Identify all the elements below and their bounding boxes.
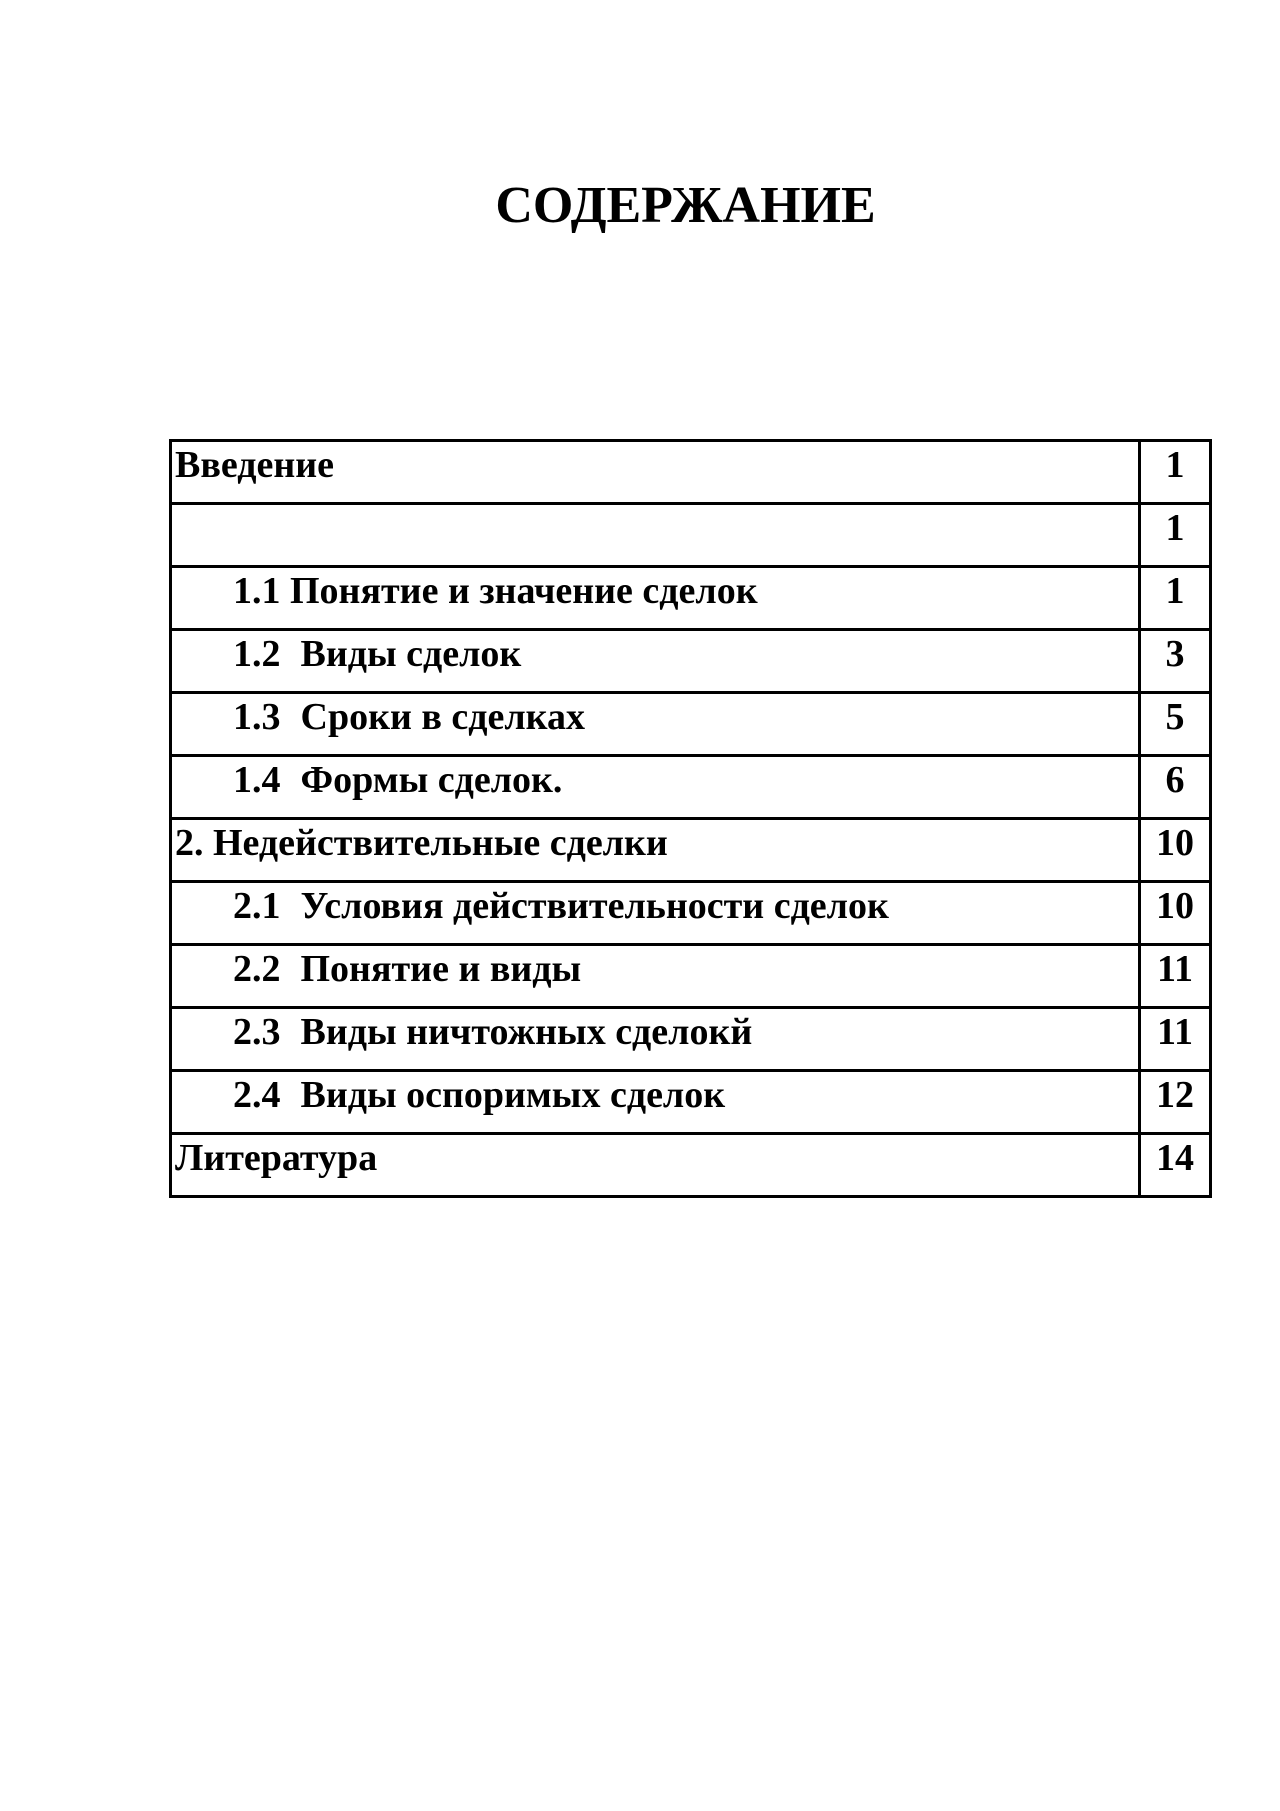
- toc-row-2-1: [171, 882, 1211, 945]
- toc-entry-number: 1.3: [233, 696, 281, 738]
- toc-entry-page: 11: [1140, 1008, 1211, 1071]
- toc-row-2-2: [171, 945, 1211, 1008]
- table-of-contents: [169, 439, 1212, 1198]
- toc-entry-number: 2.1: [233, 885, 281, 927]
- toc-entry-number: 2.: [175, 822, 204, 864]
- toc-entry-page: 3: [1140, 630, 1211, 693]
- toc-entry-title: [171, 945, 1140, 1008]
- toc-entry-title: [171, 693, 1140, 756]
- toc-entry-number: 2.2: [233, 948, 281, 990]
- toc-entry-number: 1.2: [233, 633, 281, 675]
- toc-entry-page: 10: [1140, 882, 1211, 945]
- toc-entry-page: 1: [1140, 504, 1211, 567]
- toc-row-2: [171, 819, 1211, 882]
- toc-entry-page: 5: [1140, 693, 1211, 756]
- toc-row-introduction: [171, 441, 1211, 504]
- toc-entry-page: 11: [1140, 945, 1211, 1008]
- toc-entry-title: [171, 1134, 1140, 1197]
- toc-row-blank: [171, 504, 1211, 567]
- toc-entry-text: Виды ничтожных сделокй: [300, 1011, 753, 1053]
- toc-entry-page: 6: [1140, 756, 1211, 819]
- toc-entry-title: [171, 819, 1140, 882]
- toc-entry-text: Введение: [175, 444, 334, 486]
- toc-entry-number: 2.3: [233, 1011, 281, 1053]
- toc-entry-text: Понятие и виды: [300, 948, 582, 990]
- toc-entry-page: 12: [1140, 1071, 1211, 1134]
- toc-entry-title: [171, 1008, 1140, 1071]
- toc-entry-page: 10: [1140, 819, 1211, 882]
- toc-entry-number: 1.4: [233, 759, 281, 801]
- toc-entry-title: [171, 1071, 1140, 1134]
- toc-entry-number: 2.4: [233, 1074, 281, 1116]
- toc-entry-page: 1: [1140, 441, 1211, 504]
- toc-entry-page: 14: [1140, 1134, 1211, 1197]
- toc-row-2-4: [171, 1071, 1211, 1134]
- page-title: СОДЕРЖАНИЕ: [495, 177, 876, 234]
- toc-entry-text: Литература: [175, 1137, 378, 1179]
- toc-entry-text: Понятие и значение сделок: [290, 570, 758, 612]
- toc-row-1-3: [171, 693, 1211, 756]
- toc-row-1-4: [171, 756, 1211, 819]
- toc-row-1-2: [171, 630, 1211, 693]
- toc-entry-title: [171, 756, 1140, 819]
- toc-entry-number: 1.1: [233, 570, 281, 612]
- toc-entry-text: Сроки в сделках: [300, 696, 585, 738]
- toc-entry-text: Условия действительности сделок: [300, 885, 889, 927]
- toc-row-2-3: [171, 1008, 1211, 1071]
- toc-row-literature: [171, 1134, 1211, 1197]
- toc-entry-title: [171, 567, 1140, 630]
- toc-entry-title: [171, 441, 1140, 504]
- toc-entry-text: Формы сделок.: [300, 759, 563, 801]
- toc-row-1-1: [171, 567, 1211, 630]
- toc-entry-text: Виды оспоримых сделок: [300, 1074, 726, 1116]
- toc-entry-title: [171, 504, 1140, 567]
- toc-entry-text: Виды сделок: [300, 633, 522, 675]
- toc-entry-page: 1: [1140, 567, 1211, 630]
- toc-entry-title: [171, 882, 1140, 945]
- toc-entry-text: Недействительные сделки: [213, 822, 668, 864]
- toc-entry-title: [171, 630, 1140, 693]
